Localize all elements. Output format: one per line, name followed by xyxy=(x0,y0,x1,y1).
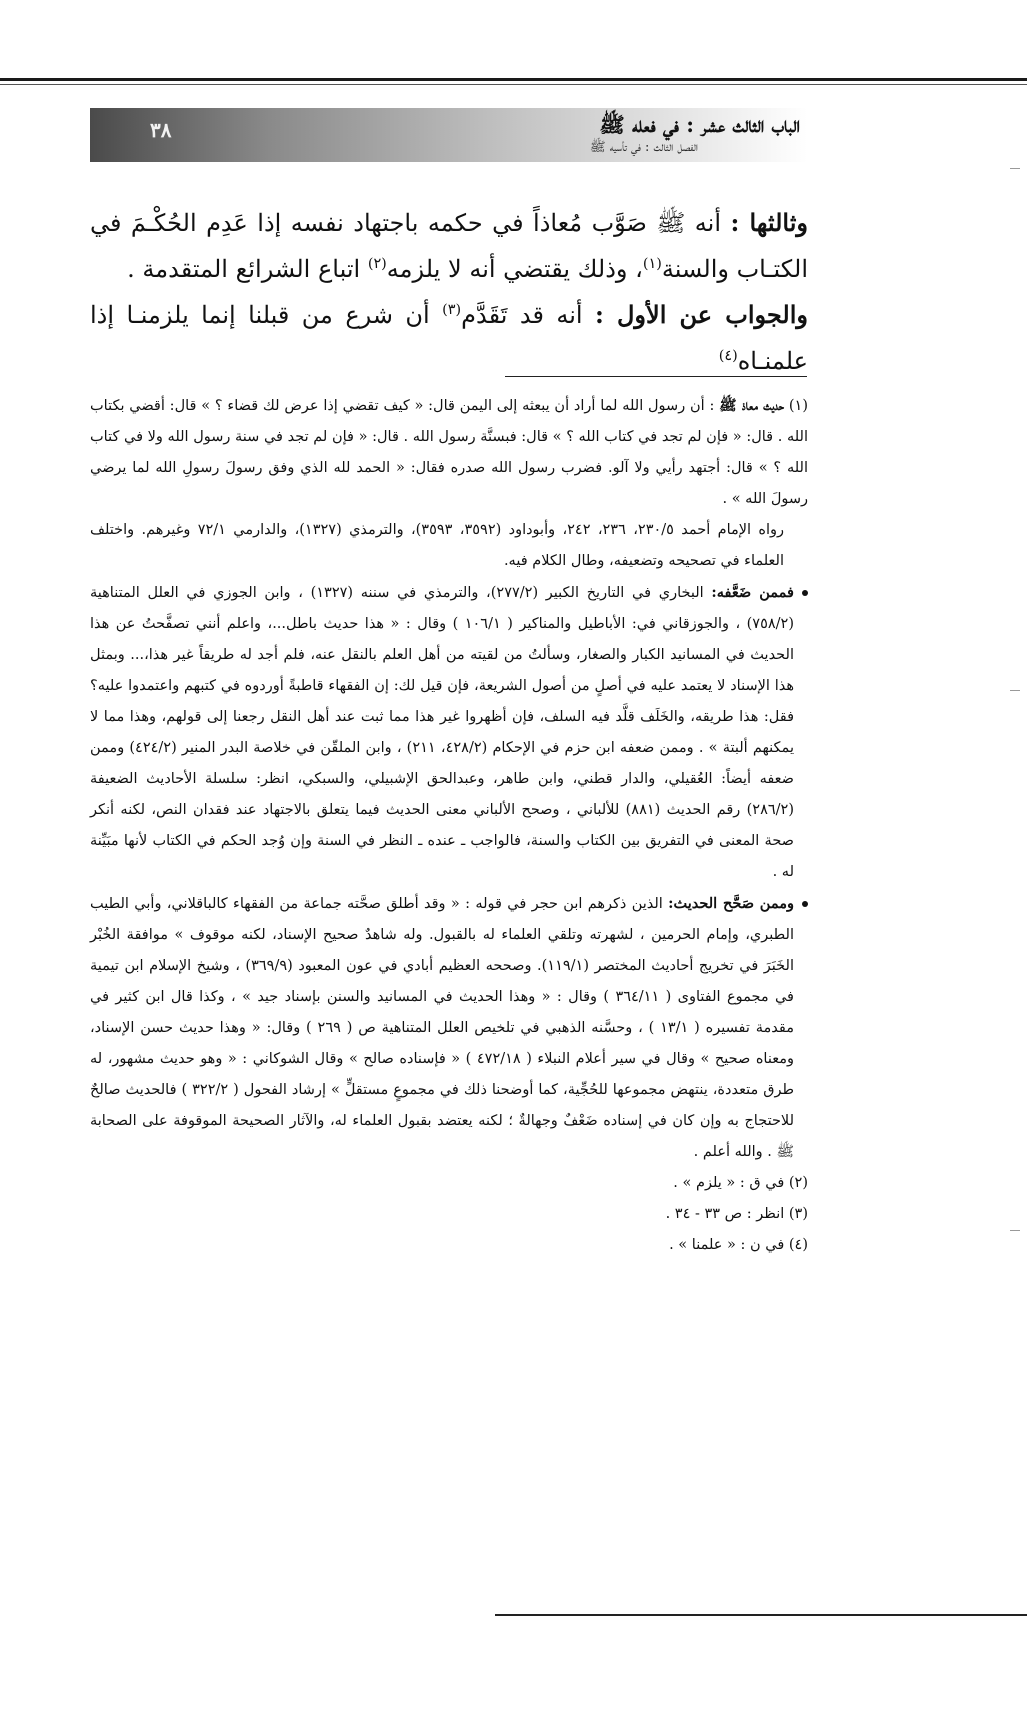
paragraph-lead: وثالثها : xyxy=(730,208,808,237)
footnote-number: (١) xyxy=(788,398,809,414)
margin-tick xyxy=(1010,168,1020,169)
top-rule xyxy=(0,78,1027,81)
page-number: ٣٨ xyxy=(150,118,172,142)
footnote-text: الذين ذكرهم ابن حجر في قوله : « وقد أطلق صحَّته جماعة من الفقهاء كالباقلاني، وأبي الطيب الطبري، وإمام الحرمين ، لشهرته وتلقي العلماء له بالقبول. وله شاهدٌ صحيح الإسناد، لكنه موقوف » موافقة الخُبْر الخَبَرَ في تخريج أحاديث المختصر (١١٩/١). وصححه العظيم أبادي في عون المعبود (٣٦٩/٩) ، وشيخ الإسلام ابن تيمية في مجموع الفتاوى ( ٣٦٤/١١ ) وقال : « وهذا الحديث في المسانيد والسنن بإسناد جيد » ، وكذا قال ابن كثير في مقدمة تفسيره ( ١٣/١ ) ، وحسَّنه الذهبي في تلخيص العلل المتناهية ص ( ٢٦٩ ) وقال: « وهذا حديث حسن الإسناد، ومعناه صحيح » وقال في سير أعلام النبلاء ( ٤٧٢/١٨ ) « فإسناده صالح » وقال الشوكاني : « وهو حديث مشهور، له طرق متعددة، ينتهض مجموعها للحُجِّية، كما أوضحنا ذلك في مجموعٍ مستقلٍّ » إرشاد الفحول ( ٣٢٢/٢ ) فالحديث صالحٌ للاحتجاج به وإن كان في إسناده ضَعْفٌ وجهالةٌ ؛ لكنه يعتضد بقبول العلماء له، والآثار الصحيحة الموقوفة على الصحابة ﷺ . والله أعلم . xyxy=(90,896,795,1160)
footnote-1 xyxy=(90,390,808,515)
footnote-ref-2: (٢) xyxy=(367,256,387,272)
footnote-1-narration: رواه الإمام أحمد ٢٣٠/٥، ٢٣٦، ٢٤٢، وأبوداود (٣٥٩٢، ٣٥٩٣)، والترمذي (١٣٢٧)، والدارمي ٧٢/١ وغيرهم. واختلف العلماء في تصحيحه وتضعيفه، وطال الكلام فيه. xyxy=(90,522,785,569)
paragraph-answer xyxy=(90,292,808,384)
margin-tick xyxy=(1010,1230,1020,1231)
footnote-3: (٣) انظر : ص ٣٣ - ٣٤ . xyxy=(665,1206,808,1222)
footnote-ref-3: (٣) xyxy=(442,302,462,318)
paragraph-text: ، وذلك يقتضي أنه لا يلزمه xyxy=(386,255,643,283)
bottom-rule xyxy=(495,1614,1027,1616)
running-header xyxy=(90,108,808,162)
footnote-text: البخاري في التاريخ الكبير (٢٧٧/٢)، والترمذي في سننه (١٣٢٧) ، وابن الجوزي في العلل المتناهية (٧٥٨/٢) ، والجوزقاني في: الأباطيل والمناكير ( ١٠٦/١ ) وقال : « هذا حديث باطل...، واعلم أنني تصفَّحتُ عن هذا الحديث في المسانيد الكبار والصغار، وسألتُ من لقيته من أهل العلم بالنقل عنه، فلم أجد له طريقاً غير هذا،... وبمثل هذا الإسناد لا يعتمد عليه في أصلٍ من أصول الشريعة، فإن قيل لك: إن الفقهاء قاطبةً أوردوه في كتبهم واعتمدوا عليه؟ فقل: هذا طريقه، والخَلَف قلَّد فيه السلف، فإن أظهروا غير هذا مما ثبت عند أهل النقل رجعنا إلى قولهم، وهذا مما لا يمكنهم ألبتة » . وممن ضعفه ابن حزم في الإحكام (٤٢٨/٢، ٢١١) ، وابن الملقّن في خلاصة البدر المنير (٤٢٤/٢) وممن ضعفه أيضاً: العُقيلي، والدار قطني، وابن طاهر، وعبدالحق الإشبيلي، والسبكي، انظر: سلسلة الأحاديث الضعيفة (٢٨٦/٢) رقم الحديث (٨٨١) للألباني ، وصحح الألباني معنى الحديث فيما يتعلق بالاجتهاد عند فقدان النص، لكنه أنكر صحة المعنى في التفريق بين الكتاب والسنة، فالواجب ـ عنده ـ النظر في السنة وإن وُجد الحكم في الكتاب لأنها مبَيِّنة له . xyxy=(90,585,794,880)
margin-tick xyxy=(1010,690,1020,691)
top-rule-thin xyxy=(0,84,1027,85)
paragraph-lead: والجواب عن الأول : xyxy=(594,300,808,329)
section-title: الفصل الثالث : في تأسيه ﷺ xyxy=(589,140,698,155)
footnote-weakeners xyxy=(90,577,808,888)
paragraph-text: أنه ﷺ صَوَّب مُعاذاً في حكمه باجتهاد نفسه إذا عَدِم الحُكْـمَ في الكتـاب والسنة xyxy=(90,209,808,283)
footnote-4: (٤) في ن : « علمنا » . xyxy=(669,1237,808,1253)
footnotes xyxy=(90,390,808,1261)
footnote-text: : أن رسول الله لما أراد أن يبعثه إلى اليمن قال: « كيف تقضي إذا عرض لك قضاء ؟ » قال: أقضي بكتاب الله . قال: « فإن لم تجد في كتاب الله ؟ » قال: فبسنَّة رسول الله . قال: « فإن لم تجد في سنة رسول الله ولا في كتاب الله ؟ » قال: أجتهد رأيي ولا آلو. فضرب رسول الله صدره فقال: « الحمد لله الذي وفق رسولَ رسولِ الله لما يرضي رسولَ الله » . xyxy=(90,398,808,507)
paragraph-text: أن شرع من قبلنا إنما يلزمنـا إذا علمنـاه xyxy=(90,301,808,375)
chapter-title: الباب الثالث عشر : في فعله ﷺ xyxy=(599,112,800,137)
footnote-ref-1: (١) xyxy=(642,256,662,272)
footnote-authenticators xyxy=(90,888,808,1168)
paragraph-third xyxy=(90,200,808,292)
footnote-lead: وممن صَحَّح الحديث: xyxy=(668,895,794,912)
paragraph-text: أنه قد تَقَدَّم xyxy=(461,301,595,329)
footnote-ref-4: (٤) xyxy=(718,348,738,364)
footnote-separator xyxy=(505,376,807,377)
main-text xyxy=(90,200,808,384)
footnote-lead: فممن ضَعَّفه: xyxy=(711,584,794,601)
footnote-2: (٢) في ق : « يلزم » . xyxy=(673,1175,808,1191)
paragraph-text: اتباع الشرائع المتقدمة . xyxy=(127,255,368,283)
footnote-lead: حديث معاذ ﷺ xyxy=(719,397,785,414)
